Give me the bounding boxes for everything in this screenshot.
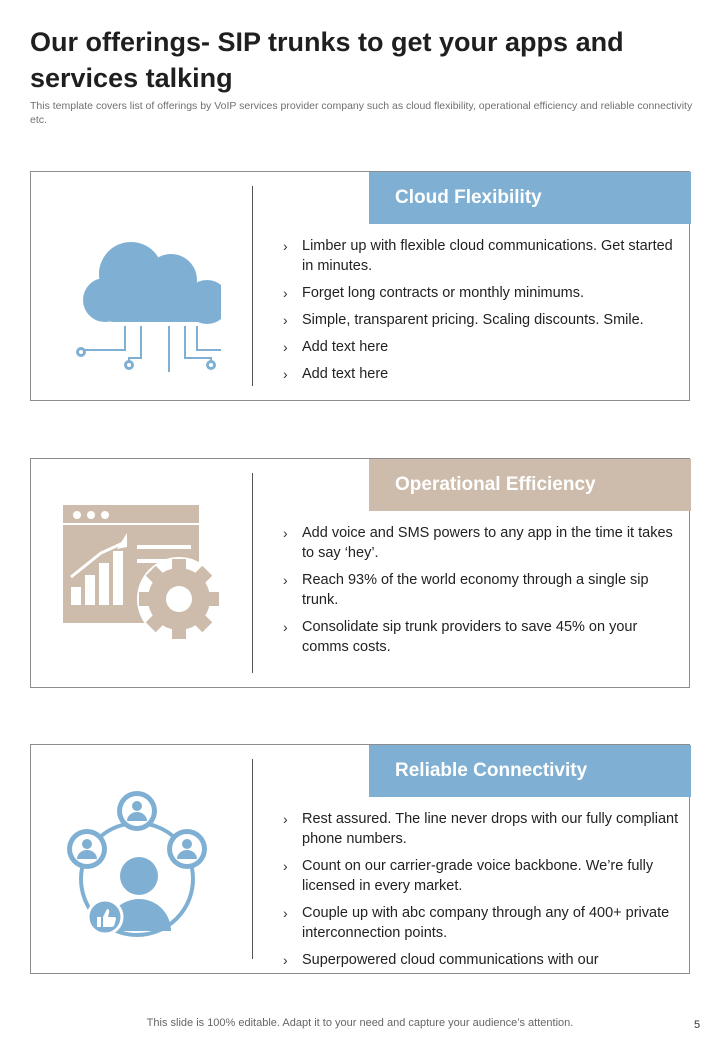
card-heading: Reliable Connectivity xyxy=(369,745,691,797)
list-item: › Forget long contracts or monthly minimums. xyxy=(283,285,585,301)
card-reliable-connectivity xyxy=(30,744,690,974)
cloud-network-icon xyxy=(61,202,221,372)
page-subtitle: This template covers list of offerings by VoIP services provider company such as cloud flexibility, operational efficiency and reliable connectivity etc. xyxy=(30,100,693,126)
bullet-list xyxy=(283,236,683,391)
card-operational-efficiency xyxy=(30,458,690,688)
chevron-right-icon: › xyxy=(283,366,288,382)
page-number: 5 xyxy=(694,1019,701,1031)
browser-chart-gear-icon xyxy=(61,489,221,659)
chevron-right-icon: › xyxy=(283,572,288,588)
list-item: › Add text here xyxy=(283,339,389,355)
list-item: › Simple, transparent pricing. Scaling discounts. Smile. xyxy=(283,312,644,328)
bullet-list xyxy=(283,523,683,664)
list-item: › Couple up with abc company through any of 400+ private interconnection points. xyxy=(283,905,670,941)
card-heading: Operational Efficiency xyxy=(369,459,691,511)
chevron-right-icon: › xyxy=(283,312,288,328)
card-heading: Cloud Flexibility xyxy=(369,172,691,224)
chevron-right-icon: › xyxy=(283,858,288,874)
card-cloud-flexibility xyxy=(30,171,690,401)
chevron-right-icon: › xyxy=(283,238,288,254)
list-item: › Reach 93% of the world economy through a single sip trunk. xyxy=(283,572,649,608)
card-divider xyxy=(252,473,253,673)
chevron-right-icon: › xyxy=(283,525,288,541)
list-item: › Limber up with flexible cloud communications. Get started in minutes. xyxy=(283,238,673,274)
list-item: › Count on our carrier-grade voice backbone. We’re fully licensed in every market. xyxy=(283,858,654,894)
chevron-right-icon: › xyxy=(283,619,288,635)
list-item: › Superpowered cloud communications with our xyxy=(283,952,599,968)
chevron-right-icon: › xyxy=(283,952,288,968)
card-divider xyxy=(252,759,253,959)
list-item: › Add voice and SMS powers to any app in the time it takes to say ‘hey’. xyxy=(283,525,673,561)
chevron-right-icon: › xyxy=(283,811,288,827)
chevron-right-icon: › xyxy=(283,905,288,921)
chevron-right-icon: › xyxy=(283,339,288,355)
chevron-right-icon: › xyxy=(283,285,288,301)
page-title: Our offerings- SIP trunks to get your apps and services talking xyxy=(30,27,624,93)
card-divider xyxy=(252,186,253,386)
list-item: › Add text here xyxy=(283,366,389,382)
footer-note: This slide is 100% editable. Adapt it to your need and capture your audience’s attention. xyxy=(146,1017,574,1029)
list-item: › Rest assured. The line never drops with our fully compliant phone numbers. xyxy=(283,811,679,847)
bullet-list xyxy=(283,809,683,977)
people-network-icon xyxy=(61,775,221,945)
list-item: › Consolidate sip trunk providers to save 45% on your comms costs. xyxy=(283,619,638,655)
